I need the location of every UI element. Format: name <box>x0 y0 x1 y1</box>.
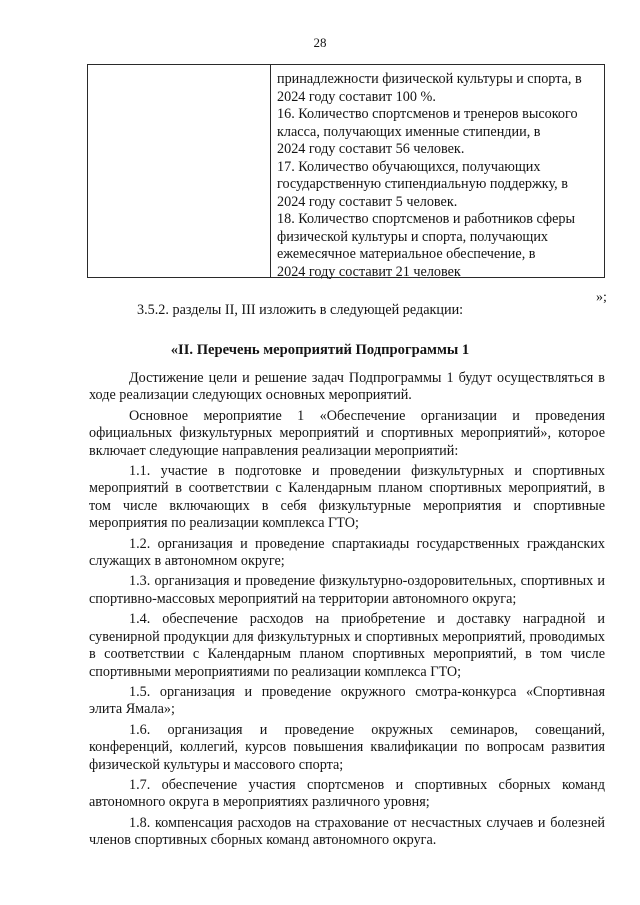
paragraph: 1.6. организация и проведение окружных семинаров, совещаний, конференций, коллегий, курсов повышения квалификации по вопросам развития физической культуры и массового спорта; <box>89 721 605 773</box>
body-text <box>89 370 605 853</box>
table-line: 16. Количество спортсменов и тренеров высокого <box>277 106 578 122</box>
paragraph: 1.3. организация и проведение физкультурно-оздоровительных, спортивных и спортивно-массовых мероприятий на территории автономного округа; <box>89 573 605 607</box>
amendment-line: 3.5.2. разделы II, III изложить в следующей редакции: <box>137 302 464 318</box>
table-line: 2024 году составит 56 человек. <box>277 141 465 157</box>
table-line: физической культуры и спорта, получающих <box>277 228 549 245</box>
table-line: ежемесячное материальное обеспечение, в <box>277 246 536 262</box>
table-line: государственную стипендиальную поддержку, в <box>277 176 568 192</box>
page-number: 28 <box>313 35 327 50</box>
paragraph: 1.5. организация и проведение окружного смотра-конкурса «Спортивная элита Ямала»; <box>89 683 605 718</box>
table-line: 17. Количество обучающихся, получающих <box>277 158 541 175</box>
paragraph: 1.2. организация и проведение спартакиады государственных гражданских служащих в автономном округе; <box>89 535 605 570</box>
paragraph: 1.7. обеспечение участия спортсменов и спортивных сборных команд автономного округа в мероприятиях различного уровня; <box>89 776 605 811</box>
table-line: 2024 году составит 21 человек <box>277 263 461 280</box>
table-line: 18. Количество спортсменов и работников сферы <box>277 211 576 227</box>
table-line: 2024 году составит 5 человек. <box>277 193 458 210</box>
table-line: 2024 году составит 100 %. <box>277 88 436 105</box>
paragraph: Достижение цели и решение задач Подпрограммы 1 будут осуществляться в ходе реализации следующих основных мероприятий. <box>89 370 605 404</box>
section-heading: «II. Перечень мероприятий Подпрограммы 1 <box>170 342 470 358</box>
continuation-table <box>87 64 605 278</box>
paragraph: Основное мероприятие 1 «Обеспечение организации и проведения официальных физкультурных мероприятий и спортивных мероприятий», которое включает следующие направления реализации мероприятий: <box>89 407 605 459</box>
table-line: класса, получающих именные стипендии, в <box>277 123 541 140</box>
paragraph: 1.4. обеспечение расходов на приобретение и доставку наградной и сувенирной продукции для физкультурных и спортивных мероприятий, проводимых в соответствии с Календарным планом спортивных мероприятий, в том числе спортивными мероприятиями по реализации комплекса ГТО; <box>89 611 605 680</box>
paragraph: 1.1. участие в подготовке и проведении физкультурных и спортивных мероприятий в соответствии с Календарным планом спортивных мероприятий, в том числе включающих в себя физкультурные мероприятия и спортивные мероприятия по реализации комплекса ГТО; <box>89 463 605 532</box>
table-right-cell <box>271 65 604 280</box>
table-left-cell <box>88 65 271 277</box>
paragraph: 1.8. компенсация расходов на страхование от несчастных случаев и болезней членов спортивных сборных команд автономного округа. <box>89 814 605 849</box>
table-line: принадлежности физической культуры и спорта, в <box>277 71 582 87</box>
closing-quote: »; <box>596 290 607 305</box>
